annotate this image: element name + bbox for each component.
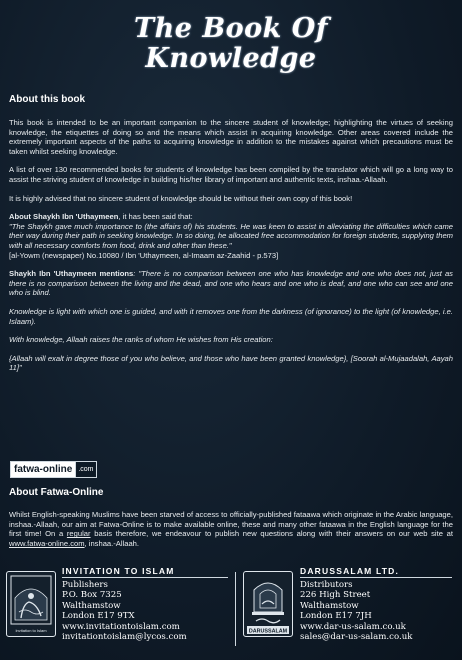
about-paragraph-2: A list of over 130 recommended books for students of knowledge has been compiled by the translator which will go a long way to assist the striving student of knowledge in building his/her library of important and authentic texts, inshaa.-Allaah. xyxy=(9,165,453,184)
book-title xyxy=(0,14,462,74)
footer-divider xyxy=(235,572,236,646)
about-fatwa-heading: About Fatwa-Online xyxy=(9,487,104,498)
publisher-1-address xyxy=(62,580,187,642)
fatwa-text-a: Whilst English-speaking Muslims have been starved of access to officially-published fataawa which originate in the Arabic language, inshaa.-Allaah, our aim at Fatwa-Online is to make available online, these and many other fataawa in the English language for the first time! On a xyxy=(9,510,453,539)
publisher-1-line: P.O. Box 7325 xyxy=(62,590,122,601)
quote-block-1 xyxy=(9,212,453,260)
title-line-1: The Book Of xyxy=(134,13,328,44)
publisher-2-address xyxy=(300,580,412,642)
invitation-to-islam-emblem xyxy=(6,571,56,637)
publisher-1-heading: INVITATION TO ISLAM xyxy=(62,566,175,576)
title-line-2: Knowledge xyxy=(145,43,317,74)
fatwa-text-b: basis therefore, we endeavour to publish new questions along with their answers on our web site at xyxy=(90,529,453,539)
about-book-section xyxy=(9,94,453,382)
publisher-2-divider xyxy=(300,577,452,578)
publisher-2-line: Walthamstow xyxy=(300,600,359,611)
publisher-2-line: 226 High Street xyxy=(300,590,371,601)
about-paragraph-3: It is highly advised that no sincere student of knowledge should be without their own copy of this book! xyxy=(9,193,353,203)
publisher-1-website[interactable]: www.invitationtoislam.com xyxy=(62,621,180,632)
quote-1-intro-rest: , it has been said that: xyxy=(118,212,193,222)
fatwa-text-c: , inshaa.-Allaah. xyxy=(84,538,140,548)
quote-1-intro-bold: About Shaykh Ibn 'Uthaymeen xyxy=(9,212,119,222)
fatwa-online-logo xyxy=(10,459,210,477)
quote-1-reference: [al-Yowm (newspaper) No.10080 / Ibn 'Uthaymeen, al-Imaam az-Zaahid - p.573] xyxy=(9,250,279,260)
publisher-2-email[interactable]: sales@dar-us-salam.co.uk xyxy=(300,632,413,643)
emblem-2-label: DARUSSALAM xyxy=(248,628,288,635)
publisher-1-email[interactable]: invitationtoislam@lycos.com xyxy=(62,632,187,643)
quote-block-3: Knowledge is light with which one is guided, and with it removes one from the darkness (of ignorance) to the light (of knowledge, i.e. Islaam). xyxy=(9,306,453,326)
publisher-1-divider xyxy=(62,577,228,578)
publisher-2-heading: DARUSSALAM LTD. xyxy=(300,566,400,576)
fatwa-text-regular: regular xyxy=(66,529,91,539)
publisher-1-line: Publishers xyxy=(62,580,108,590)
about-paragraph-1: This book is intended to be an important companion to the sincere student of knowledge; highlighting the virtues of seeking knowledge, the etiquettes of doing so and the means which assist in acquiring knowledge. Other areas covered include the extremely important aspects of the paths to acquiring knowledge in addition to the mistakes against which precautions must be taken whilst seeking knowledge. xyxy=(9,118,453,156)
publisher-1-line: London E17 9TX xyxy=(62,611,135,622)
publisher-1-line: Walthamstow xyxy=(62,600,121,611)
quote-1-text: "The Shaykh gave much importance to (the affairs of) his students. He was keen to assist in alleviating the difficulties which came their way during their path in seeking knowledge. In so doing, he allocated free accommodation for foreign students, supplying them with all necessary comforts from food, drink and other than these." xyxy=(9,221,453,250)
about-fatwa-paragraph xyxy=(9,510,453,548)
quote-block-4: With knowledge, Allaah raises the ranks of whom He wishes from His creation: xyxy=(9,335,273,345)
logo-left-text: fatwa-online xyxy=(11,462,75,477)
quote-block-2 xyxy=(9,269,453,298)
logo-right-text: .com xyxy=(75,462,95,477)
about-book-heading: About this book xyxy=(9,94,86,105)
publisher-2-line: Distributors xyxy=(300,580,353,590)
quote-block-5: {Allaah will exalt in degree those of you who believe, and those who have been granted knowledge}, [Soorah al-Mujaadalah, Aayah 11]" xyxy=(9,353,453,373)
fatwa-website-link[interactable]: www.fatwa-online.com xyxy=(9,538,85,548)
darussalam-emblem xyxy=(243,571,293,637)
quote-2-bold: Shaykh Ibn 'Uthaymeen mentions xyxy=(9,269,134,279)
publishers-footer xyxy=(0,564,462,660)
emblem-1-label: Invitation to Islam xyxy=(15,628,47,633)
publisher-2-line: London E17 7JH xyxy=(300,611,372,622)
about-fatwa-section xyxy=(9,487,453,557)
quote-2-text: : "There is no comparison between one who has knowledge and one who does not, just as there is no comparison between the living and the dead, and one who hears and one who is deaf, and one who can see and one who is blind. xyxy=(9,269,453,298)
publisher-2-website[interactable]: www.dar-us-salam.co.uk xyxy=(300,621,406,632)
